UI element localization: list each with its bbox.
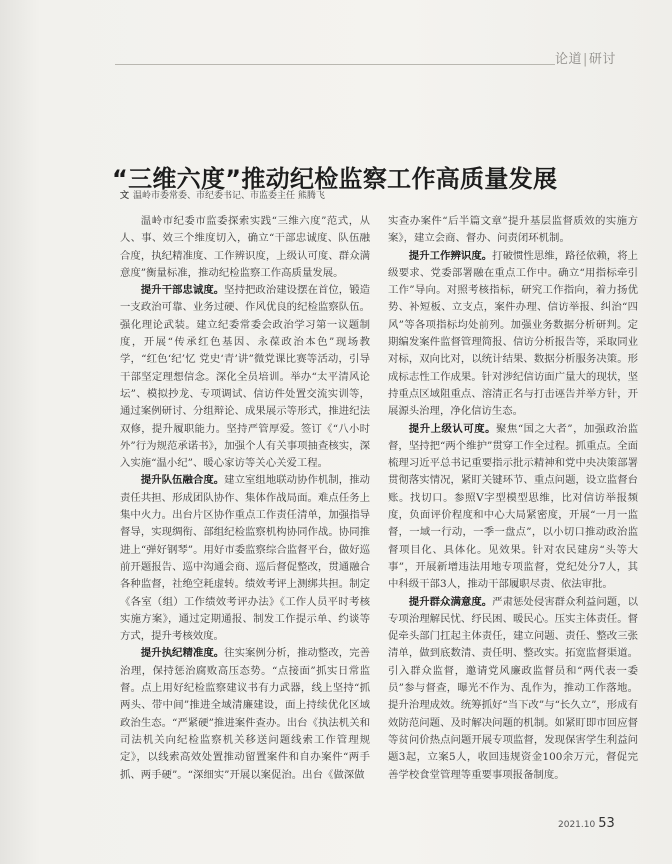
paragraph-text: 打破惯性思维，路径依赖，将上级要求、党委部署融在重点工作中。确立“用指标牵引工作”导向。对照考核指标，研究工作指向，着力扬优势、补短板、立支点，案件办理、信访举报、纠治“四风”等各项指标均处前列。加强业务数据分析研判。定期编发案件监督管理简报、信访分析报告等，采取同业对标，双向比对，以统计结果、数据分析服务决策。形成标志性工作成果。针对涉纪信访面广量大的现状，坚持重点区域阻重点、溶清正名与打击诬告并举方针，开展源头治理，净化信访生态。 — [388, 249, 639, 418]
page-number: 53 — [598, 816, 615, 831]
byline — [120, 188, 560, 201]
paragraph-lead: 提升工作辨识度。 — [408, 249, 493, 262]
section-tag — [555, 48, 616, 67]
article-title: “三维六度”推动纪检监察工作高质量发展 — [112, 165, 558, 194]
paragraph-lead: 提升上级认可度。 — [408, 422, 497, 435]
left-column — [120, 213, 370, 784]
right-column — [388, 213, 638, 784]
paragraph-text: 严肃惩处侵害群众利益问题，以专项治理解民忧、纾民困、暖民心。压实主体责任。督促牵头部门扛起主体责任，建立问题、责任、整改三张清单，做到底数清、责任明、整改实。拓宽监督渠道。引入群众监督，邀请党风廉政监督员和“两代表一委员”参与督查，曝光不作为、乱作为，推动工作落地。提升治理成效。统筹抓好“当下改”与“长久立”，形成有效防范问题、及时解决问题的机制。如紧盯即市回应督等贫问价热点问题开展专项监督，发现保害学生利益问题3起，立案5人，收回违规资金100余万元，督促完善学校食堂管理等重要事项报备制度。 — [388, 595, 639, 781]
issue-date: 2021.10 — [558, 820, 596, 830]
page-footer — [558, 812, 615, 831]
section-separator: | — [583, 52, 588, 67]
paragraph-text: 聚焦“国之大者”，加强政治监督，坚持把“两个维护”贯穿工作全过程。抓重点。全面梳理习近平总书记重要指示批示精神和党中央决策部署贯彻落实情况，紧盯关键环节、重点问题，设立监督台账。找切口。参照V字型模型思维，比对信访举报频度，负面评价程度和中心大局紧密度，开展“一月一监督，一域一行动，一季一盘点”，以小切口推动政治监督项目化、具体化。见效果。针对农民建房“头等大事”，开展新增违法用地专项监督，党纪处分7人，其中科级干部3人，推动干部履职尽责、依法审批。 — [388, 422, 639, 591]
paragraph — [120, 472, 370, 645]
paragraph-text: 坚持把政治建设摆在首位，锻造一支政治可靠、业务过硬、作风优良的纪检监察队伍。强化理论武装。建立纪委常委会政治学习第一议题制度，开展“传承红色基因、永葆政治本色”现场教学，“红色‘纪’忆 党史‘青’讲”微党课比赛等活动，引导干部坚定理想信念。深化全员培训。举办“太平清风论坛”、模拟抄龙、专项调试、信访件处置交流实训等，通过案例研讨、分组辩论、成果展示等形式，推进纪法双修，提升履职能力。坚持严管厚爱。签订《“八小时外”行为规范承诺书》，加强个人有关事项抽查核实，深入实施“温小纪”、暖心家访等关心关爱工程。 — [120, 284, 371, 470]
header-rule — [115, 64, 555, 65]
paragraph — [120, 645, 370, 783]
byline-author: 温岭市委常委、市纪委书记、市监委主任 熊腾飞 — [133, 191, 325, 201]
paragraph — [388, 594, 638, 784]
byline-label: 文 — [120, 191, 130, 201]
paragraph — [120, 282, 370, 472]
paragraph-lead: 提升执纪精准度。 — [140, 647, 225, 660]
paragraph-text: 实查办案件“后半篇文章”提升基层监督质效的实施方案》，建立会商、督办、问责闭环机制。 — [388, 215, 638, 245]
section-sub-label: 研讨 — [588, 52, 616, 67]
paragraph — [388, 213, 638, 248]
paragraph-text: 往实案例分析，推动整改，完善治理，保持惩治腐败高压态势。“点接面”抓实日常监督。点上用好纪检监察建议书有力武器，线上坚持“抓两头、带中间”推进全域清廉建设，面上持续优化区域政治生态。“严紧硬”推进案件查办。出台《执法机关和司法机关向纪检监察机关移送问题线索工作管理规定》，以线索高效处置推动留置案件和自办案件“两手抓、两手硬”。“深细实”开展以案促治。出台《做深做 — [120, 647, 371, 781]
paragraph-lead: 提升群众满意度。 — [408, 595, 493, 608]
paragraph-text: 建立室组地联动协作机制，推动责任共担、形成团队协作、集体作战局面。难点任务上集中火力。出台片区协作重点工作责任清单，加强指导督导，实现绸衔、部组纪检监察机构协同作战。协同推进上“弹好钢琴”。用好市委监察综合监督平台，做好巡前开题报告、巡中沟通会商、巡后督促整改，贯通融合各种监督，社绝空耗虚转。绩效考评上测绑共担。制定《各室（组）工作绩效考评办法》《工作人员平时考核实施方案》，通过定期通报、制发工作提示单、约谈等方式，提升考核效度。 — [120, 474, 371, 643]
paragraph-lead: 提升干部忠诚度。 — [140, 284, 225, 297]
paragraph-text: 温岭市纪委市监委探索实践“三维六度”范式，从人、事、效三个维度切入，确立“干部忠诚度、队伍融合度，执纪精准度、工作辨识度，上级认可度、群众满意度”衡量标准，推动纪检监察工作高质量发展。 — [120, 215, 370, 279]
paragraph — [388, 421, 638, 594]
paragraph-lead: 提升队伍融合度。 — [140, 474, 225, 487]
paragraph — [388, 248, 638, 421]
section-main-label: 论道 — [555, 52, 583, 67]
paragraph — [120, 213, 370, 282]
